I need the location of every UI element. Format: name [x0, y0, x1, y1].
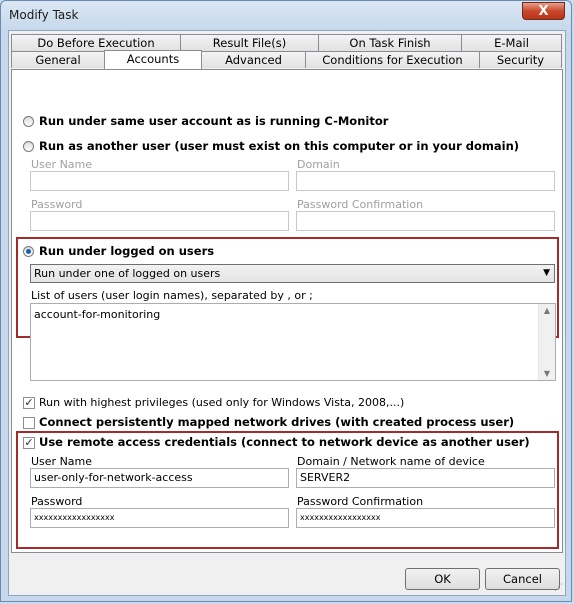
check-remote-credentials[interactable]: ✓	[24, 436, 34, 449]
users-list-textarea[interactable]	[30, 303, 556, 381]
radio-logged-on-users[interactable]	[23, 246, 34, 257]
ok-button[interactable]: OK	[405, 568, 480, 590]
remote-password-input[interactable]: xxxxxxxxxxxxxxxxx	[30, 508, 289, 528]
chevron-down-icon: ▼	[543, 268, 550, 278]
check-mapped-drives-label[interactable]: Connect persistently mapped network drives (with created process user)	[39, 415, 515, 429]
remote-user-name-label: User Name	[31, 455, 93, 468]
radio-same-user[interactable]	[23, 116, 34, 127]
close-button[interactable]: X	[522, 2, 565, 20]
radio-same-user-label[interactable]: Run under same user account as is running C-Monitor	[39, 114, 389, 128]
remote-password-confirm-input[interactable]: xxxxxxxxxxxxxxxxx	[296, 508, 555, 528]
check-remote-credentials-label[interactable]: Use remote access credentials (connect to network device as another user)	[39, 435, 530, 449]
resize-grip-icon[interactable]: ⋰	[554, 583, 563, 593]
check-mapped-drives[interactable]	[23, 417, 35, 429]
radio-another-user[interactable]	[23, 141, 34, 152]
remote-password-confirm-label: Password Confirmation	[297, 495, 424, 508]
another-user-password-confirm-input[interactable]	[296, 211, 555, 231]
logged-on-mode-value: Run under one of logged on users	[34, 267, 221, 280]
remote-domain-input[interactable]: SERVER2	[296, 468, 555, 488]
users-list-scrollbar[interactable]	[538, 304, 555, 380]
tab-do-before-execution[interactable]: Do Before Execution	[11, 34, 181, 51]
another-user-name-label: User Name	[31, 158, 93, 171]
users-list-label: List of users (user login names), separated by , or ;	[31, 289, 313, 302]
another-user-password-label: Password	[31, 198, 83, 211]
remote-user-name-input[interactable]: user-only-for-network-access	[30, 468, 289, 488]
users-list-value: account-for-monitoring	[34, 308, 161, 321]
tab-conditions-for-execution[interactable]: Conditions for Execution	[305, 51, 480, 68]
another-user-password-confirm-label: Password Confirmation	[297, 198, 424, 211]
tab-result-files[interactable]: Result File(s)	[180, 34, 319, 51]
accounts-panel	[11, 69, 563, 553]
tab-general[interactable]: General	[11, 51, 105, 68]
another-user-password-input[interactable]	[30, 211, 289, 231]
tab-email[interactable]: E-Mail	[461, 34, 562, 51]
scroll-down-icon[interactable]: ▼	[543, 369, 551, 378]
check-highest-privileges-label[interactable]: Run with highest privileges (used only for Windows Vista, 2008,...)	[39, 396, 405, 409]
tab-security[interactable]: Security	[479, 51, 562, 68]
another-user-name-input[interactable]	[30, 171, 289, 191]
another-user-domain-input[interactable]	[296, 171, 555, 191]
check-highest-privileges[interactable]: ✓	[24, 396, 34, 409]
tab-accounts[interactable]: Accounts	[104, 50, 202, 69]
logged-on-mode-select[interactable]	[30, 264, 555, 283]
remote-password-label: Password	[31, 495, 83, 508]
remote-domain-label: Domain / Network name of device	[297, 455, 485, 468]
radio-logged-on-users-label[interactable]: Run under logged on users	[39, 244, 215, 258]
dialog-client	[8, 30, 566, 596]
window-title: Modify Task	[9, 8, 79, 22]
another-user-domain-label: Domain	[297, 158, 340, 171]
tab-on-task-finish[interactable]: On Task Finish	[318, 34, 462, 51]
radio-another-user-label[interactable]: Run as another user (user must exist on this computer or in your domain)	[39, 139, 520, 153]
tab-advanced[interactable]: Advanced	[201, 51, 306, 68]
scroll-up-icon[interactable]: ▲	[543, 306, 551, 315]
cancel-button[interactable]: Cancel	[485, 568, 560, 590]
